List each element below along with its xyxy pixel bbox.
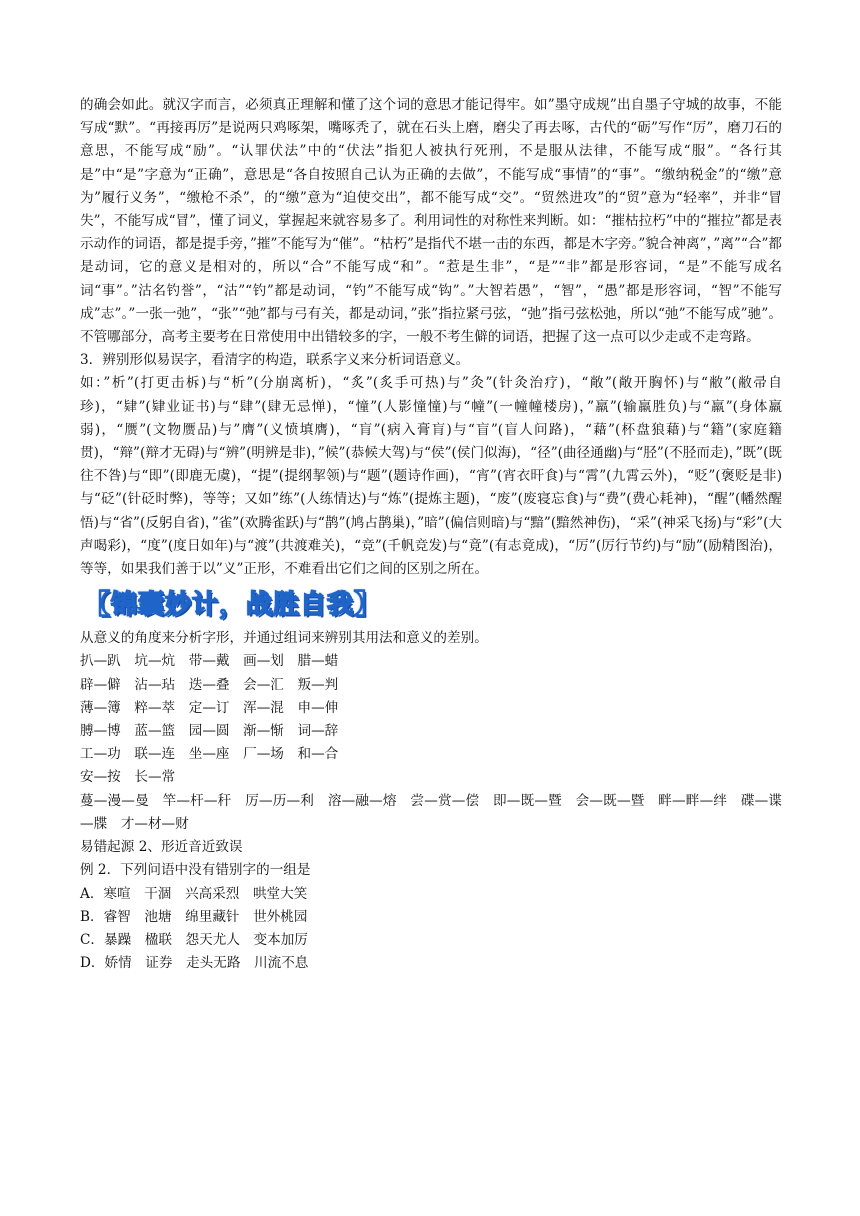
list-item: 膊—博 蓝—篮 园—圆 渐—惭 词—辞 [80, 723, 339, 740]
error-source-heading: 易错起源 2、形近音近致误 [80, 839, 243, 856]
option-b: B．睿智 池塘 绵里藏针 世外桃园 [80, 908, 308, 925]
example-question: 例 2．下列问语中没有错别字的一组是 [80, 862, 311, 879]
char-pair-list [80, 650, 782, 789]
list-item: 工—功 联—连 坐—座 厂—场 和—合 [80, 746, 339, 763]
option-a: A．寒喧 干涸 兴高采烈 哄堂大笑 [80, 885, 308, 902]
paragraph-word-meaning: 的确会如此。就汉字而言，必须真正理解和懂了这个词的意思才能记得牢。如”墨守成规”出自墨子守城的故事，不能写成“默”。“再接再厉”是说两只鸡啄架，嘴啄秃了，就在石头上磨，磨尖了再去啄，古代的“砺”写作“厉”，磨刀石的意思，不能写成“励”。“认罪伏法”中的“伏法”指犯人被执行死刑，不是服从法律，不能写成“服”。“各行其是”中“是”字意为“正确”，意思是“各自按照自己认为正确的去做”，不能写成“事情”的“事”。“缴纳税金”的“缴”意为”履行义务”，“缴枪不杀”，的“缴”意为“迫使交出”，都不能写成“交”。“贸然进攻”的“贸”意为“轻率”，并非“冒失”，不能写成“冒”，懂了词义，掌握起来就容易多了。利用词性的对称性来判断。如：“摧枯拉朽”中的“摧拉”都是表示动作的词语，都是提手旁，”摧”不能写为“催”。“枯朽”是指代不堪一击的东西，都是木字旁。”貌合神离”，”离”“合”都是动词，它的意义是相对的，所以“合”不能写成“和”。“惹是生非”，“是”“非”都是形容词，“是”不能写成名词“事”。”沽名钓誉”，“沽”“钓”都是动词，“钓”不能写成“钩”。”大智若愚”，“智”，“愚”都是形容词，“智”不能写成”志”。”一张一弛”，“张”“弛”都与弓有关，都是动词，”张”指拉紧弓弦，“弛”指弓弦松弛，所以“弛”不能写成”驰”。不管哪部分，高考主要考在日常使用中出错较多的字，一般不考生僻的词语，把握了这一点可以少走或不走弯路。 [80, 97, 782, 346]
paragraph-point-3: 3．辨别形似易误字，看清字的构造，联系字义来分析词语意义。 [80, 352, 470, 369]
section-banner: 【锦囊妙计，战胜自我】 [84, 590, 382, 621]
tips-intro: 从意义的角度来分析字形，并通过组词来辨别其用法和意义的差别。 [80, 630, 488, 647]
option-d: D．娇情 证券 走头无路 川流不息 [80, 955, 309, 972]
option-c: C．暴躁 楹联 怨天尤人 变本加厉 [80, 931, 308, 948]
paragraph-examples: 如：”析”(打更击柝)与“析”(分崩离析)，“炙”(炙手可热)与”灸”(针灸治疗)，“敞”(敞开胸怀)与“敝”(敝帚自珍)，“肄”(肄业证书)与“肆”(肆无忌惮)，“憧”(人影憧憧)与“幢”(一幢幢楼房)，”羸”(输羸胜负)与“羸”(身体羸弱)，“赝”(文物赝品)与”膺”(义愤填膺)，“肓”(病入膏肓)与“盲”(盲人问路)，“藉”(杯盘狼藉)与“籍”(家庭籍贯)，“辩”(辩才无碍)与“辨”(明辨是非)，”候”(恭候大驾)与“侯”(侯门似海)，“径”(曲径通幽)与“胫”(不胫而走)，”既”(既往不咎)与“即”(即鹿无虞)，“提”(提纲挈领)与“题”(题诗作画)，“宵”(宵衣旰食)与“霄”(九霄云外)，“贬”(褒贬是非)与“砭”(针砭时弊)，等等；又如”练”(人练情达)与“炼”(提炼主题)，“废”(废寝忘食)与“费”(费心耗神)，“醒”(幡然醒悟)与“省”(反躬自省)，”雀”(欢腾雀跃)与“鹊”(鸠占鹊巢)，”暗”(偏信则暗)与“黯”(黯然神伤)，“采”(神采飞扬)与“彩”(大声喝彩)，“度”(度日如年)与“渡”(共渡难关)，“竞”(千帆竞发)与“竟”(有志竟成)，“厉”(厉行节约)与“励”(励精图治)，等等，如果我们善于以”义”正形，不难看出它们之间的区别之所在。 [80, 375, 782, 578]
list-item: 辟—僻 沾—玷 迭—叠 会—汇 叛—判 [80, 676, 339, 693]
list-item: 扒—趴 坑—炕 带—戴 画—划 腊—蜡 [80, 653, 339, 670]
list-item: 薄—簿 粹—萃 定—订 浑—混 申—伸 [80, 699, 339, 716]
list-item: 安—按 长—常 [80, 769, 176, 786]
char-triple-list: 蔓—漫—曼 竿—杆—秆 厉—历—利 溶—融—熔 尝—赏—偿 即—既—暨 会—既—暨 畔—畔—绊 碟—谍—牒 才—材—财 [80, 792, 782, 832]
